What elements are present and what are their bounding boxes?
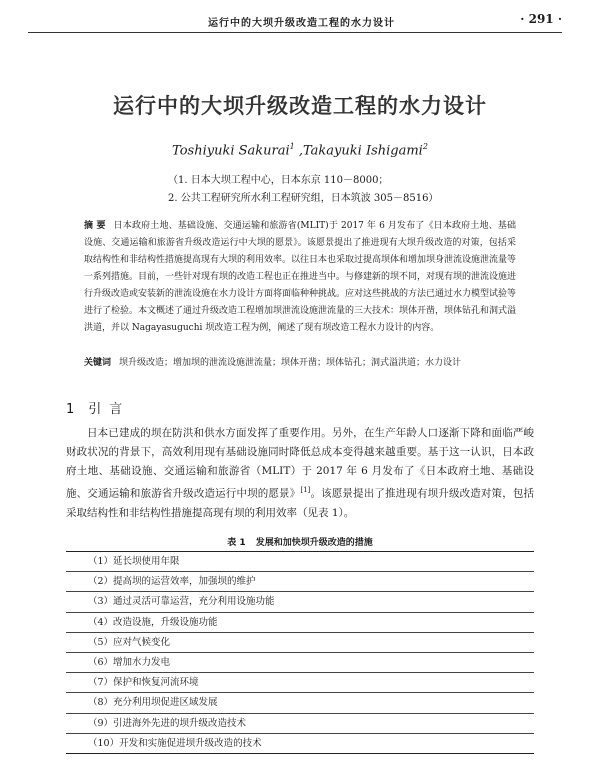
intro-text-continued: 。该愿景提出了推进现有坝升级改造对策，包括采取结构性和非结构性措施提高现有坝的利用效率（见表 1）。 xyxy=(66,487,535,519)
affiliations xyxy=(168,172,438,208)
affiliation-line: 2. 公共工程研究所水利工程研究组，日本筑波 305－8516） xyxy=(168,193,439,204)
citation-ref: [1] xyxy=(300,486,311,494)
table-row: （9）引进海外先进的坝升级改造技术 xyxy=(66,714,534,734)
keywords-text: 坝升级改造；增加坝的泄流设施泄流量；坝体开凿；坝体钻孔；洞式溢洪道；水力设计 xyxy=(119,358,462,368)
table-row: （7）保护和恢复河流环境 xyxy=(66,673,534,693)
abstract-label: 摘 要 xyxy=(84,221,106,231)
intro-text: 日本已建成的坝在防洪和供水方面发挥了重要作用。另外，在生产年龄人口逐渐下降和面临严峻财政状况的背景下，高效利用现有基础设施同时降低总成本变得越来越重要。基于这一认识，日本政府土地、基础设施、交通运输和旅游省（MLIT）于 2017 年 6 月发布了《日本政府土地、基础设施、交通运输和旅游省升级改造运行中坝的愿景》 xyxy=(66,427,534,500)
page-number: · 291 · xyxy=(520,12,562,26)
table-row: （6）增加水力发电 xyxy=(66,653,534,673)
measures-table xyxy=(66,551,534,754)
author-name: Toshiyuki Sakurai xyxy=(172,143,290,159)
table-row: （1）延长坝使用年限 xyxy=(66,552,534,572)
table-row: （3）通过灵活可靠运营，充分利用设施功能 xyxy=(66,592,534,612)
paper-title: 运行中的大坝升级改造工程的水力设计 xyxy=(113,94,487,118)
table-row: （5）应对气候变化 xyxy=(66,633,534,653)
table-row: （10）开发和实施促进坝升级改造的技术 xyxy=(66,734,534,754)
abstract-text: 日本政府土地、基础设施、交通运输和旅游省(MLIT)于 2017 年 6 月发布了《日本政府土地、基础设施、交通运输和旅游省升级改造运行中大坝的愿景》。该愿景提出了推进现有大坝升级改造的对策，包括采取结构性和非结构性措施提高现有大坝的利用效率。以往日本也采取过提高坝体和增加坝身泄流设施泄流量等一系列措施。目前，一些针对现有坝的改造工程也正在推进当中。与修建新的坝不同，对现有坝的泄流设施进行升级改造或安装新的泄流设施在水力设计方面将面临种种挑战。应对这些挑战的方法已通过水力模型试验等进行了检验。本文概述了通过升级改造工程增加坝泄流设施泄流量的三大技术：坝体开凿，坝体钻孔和洞式溢洪道，并以 Nagayasuguchi 坝改造工程为例，阐述了现有坝改造工程水力设计的内容。 xyxy=(84,221,517,333)
keywords xyxy=(84,355,516,372)
table-row: （8）充分利用坝促进区域发展 xyxy=(66,693,534,713)
author-list xyxy=(0,142,600,158)
affiliation-line: （1. 日本大坝工程中心，日本东京 110－8000； xyxy=(168,175,389,186)
keywords-label: 关键词 xyxy=(84,358,112,368)
running-header xyxy=(28,8,562,33)
table-caption xyxy=(0,535,600,548)
section-title: 引言 xyxy=(88,402,131,417)
table-title: 发展和加快坝升级改造的措施 xyxy=(255,538,373,548)
section-heading xyxy=(66,398,130,417)
table-row: （4）改造设施，升级设施功能 xyxy=(66,613,534,633)
author-separator: , xyxy=(294,143,304,159)
table-number: 表 1 xyxy=(227,538,246,548)
intro-paragraph xyxy=(66,424,534,523)
abstract xyxy=(84,218,516,337)
author-name: Takayuki Ishigami xyxy=(303,143,423,159)
affiliation-mark: 2 xyxy=(422,142,428,151)
table-row: （2）提高坝的运营效率，加强坝的维护 xyxy=(66,572,534,592)
running-title: 运行中的大坝升级改造工程的水力设计 xyxy=(208,18,395,29)
affiliation-mark: 1 xyxy=(289,142,295,151)
section-number: 1 xyxy=(66,402,75,417)
